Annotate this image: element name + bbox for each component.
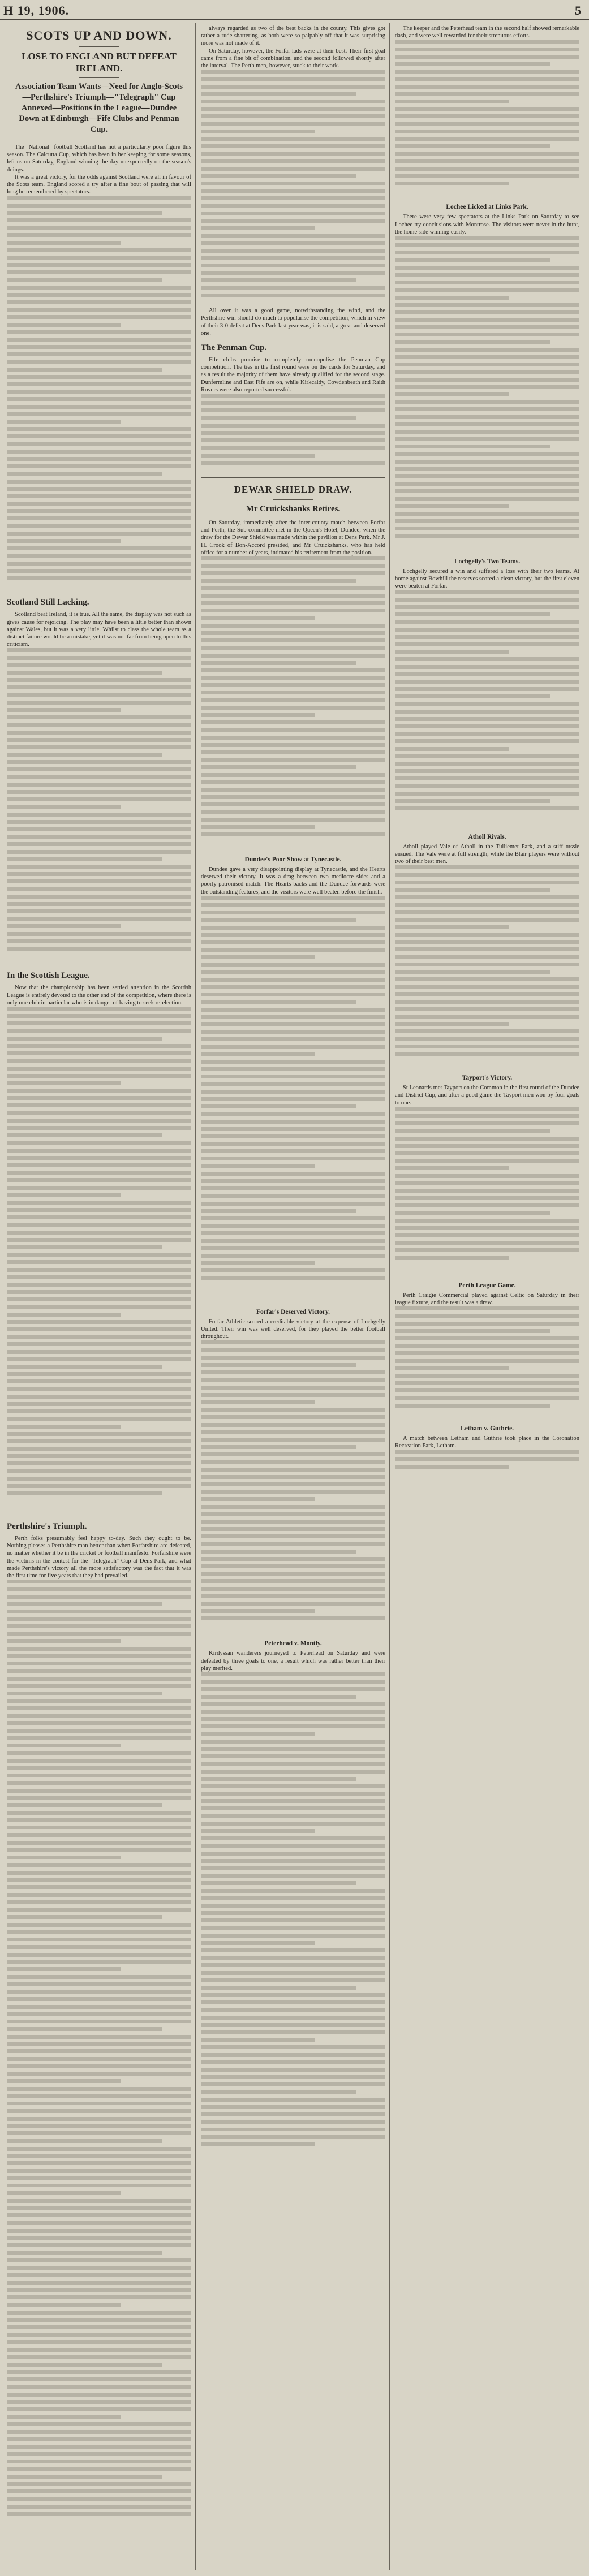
body-text-block bbox=[7, 196, 191, 592]
divider bbox=[273, 499, 313, 500]
article-paragraph: Now that the championship has been settled attention in the Scottish League is entirely devoted to the other end of the competition, where there is only one club in particular who is in danger of having to seek re-election. bbox=[7, 985, 191, 1006]
body-text-block bbox=[201, 556, 385, 851]
column-rule bbox=[389, 23, 390, 2570]
column-2 bbox=[201, 25, 385, 2570]
column-1 bbox=[7, 25, 191, 2570]
article-paragraph: Fife clubs promise to completely monopolise the Penman Cup competition. The ties in the first round were on the cards for Saturday, and as a result the majority of them have already qualified for the second stage. Dunfermline and East Fife are on, while Kirkcaldy, Cowdenbeath and Raith Rovers were also reported successful. bbox=[201, 357, 385, 393]
article-paragraph: There were very few spectators at the Links Park on Saturday to see Lochee try conclusions with Montrose. The visitors were never in the hunt, the home side winning easily. bbox=[395, 214, 579, 235]
body-text-block bbox=[395, 1450, 579, 1484]
article-paragraph: Kirdyssan wanderers journeyed to Peterhead on Saturday and were defeated by three goals to one, a result which was rather better than their play merited. bbox=[201, 1650, 385, 1672]
article-paragraph: Scotland beat Ireland, it is true. All the same, the display was not such as gives cause for rejoicing. The play may have been a little better than shown against Wales, but it was a very little. Whilst to class the whole team as a distinct failure would be a mistake, yet it was not far from being open to this criticism. bbox=[7, 611, 191, 648]
body-text-block bbox=[201, 394, 385, 473]
section-heading: Peterhead v. Montly. bbox=[264, 1640, 322, 1647]
body-text-block bbox=[7, 1580, 191, 2541]
section-heading: The Penman Cup. bbox=[201, 343, 267, 353]
deck: Association Team Wants—Need for Anglo-Scots—Perthshire's Triumph—"Telegraph" Cup Annexed—Positions in the League—Dundee Down at Edinburgh—Fife Clubs and Penman Cup. bbox=[15, 82, 183, 134]
article-paragraph: The "National" football Scotland has not a particularly poor figure this season. The Calcutta Cup, which has been in her keeping for some seasons, left us on Saturday, England winning the day unexpectedly on the season's doings. bbox=[7, 144, 191, 173]
divider bbox=[201, 477, 385, 478]
section-heading: Lochgelly's Two Teams. bbox=[454, 558, 521, 566]
body-text-block bbox=[201, 896, 385, 1303]
body-text-block bbox=[395, 1306, 579, 1419]
column-3 bbox=[395, 25, 579, 2570]
article-paragraph: All over it was a good game, notwithstanding the wind, and the Perthshire win should do much to popularise the competition, which in view of their 3-0 defeat at Dens Park last year was, it is said, a great and deserved one. bbox=[201, 308, 385, 336]
body-text-block bbox=[395, 865, 579, 1069]
article-paragraph: St Leonards met Tayport on the Common in the first round of the Dundee and District Cup, and after a good game the Tayport men won by four goals to one. bbox=[395, 1085, 579, 1106]
article-paragraph: Lochgelly secured a win and suffered a loss with their two teams. At home against Bowhill the reserves scored a clean victory, but the first eleven were beaten at Forfar. bbox=[395, 568, 579, 590]
article-paragraph: On Saturday, immediately after the inter-county match between Forfar and Perth, the Sub-committee met in the Queen's Hotel, Dundee, when the draw for the Dewar Shield was made within the pavilion at Dens Park. Mr J. H. Crook of Bon-Accord presided, and Mr Cruickshanks, who has held office for a number of years, intimated his retirement from the position. bbox=[201, 520, 385, 556]
article-paragraph: A match between Letham and Guthrie took place in the Coronation Recreation Park, Letham. bbox=[395, 1435, 579, 1449]
section-subheadline: Mr Cruickshanks Retires. bbox=[246, 504, 341, 514]
body-text-block bbox=[7, 1007, 191, 1516]
article-paragraph: Forfar Athletic scored a creditable victory at the expense of Lochgelly United. Their win was well deserved, for they played the better football throughout. bbox=[201, 1318, 385, 1340]
section-heading: Tayport's Victory. bbox=[462, 1075, 513, 1082]
column-rule bbox=[195, 23, 196, 2570]
article-paragraph: Atholl played Vale of Atholl in the Tulliemet Park, and a stiff tussle ensued. The Vale were at full strength, while the Blair players were without two of their best men. bbox=[395, 843, 579, 865]
body-text-block bbox=[201, 1672, 385, 2181]
section-heading: Perthshire's Triumph. bbox=[7, 1522, 87, 1531]
issue-date: H 19, 1906. bbox=[3, 3, 70, 18]
section-heading: Atholl Rivals. bbox=[468, 833, 506, 840]
section-heading: Dundee's Poor Show at Tynecastle. bbox=[244, 856, 342, 864]
article-paragraph: On Saturday, however, the Forfar lads were at their best. Their first goal came from a fine bit of combination, and the second followed shortly after the interval. The Perth men, however, stuck to their work. bbox=[201, 48, 385, 70]
body-text-block bbox=[201, 70, 385, 307]
body-text-block bbox=[395, 40, 579, 198]
body-text-block bbox=[395, 590, 579, 828]
article-paragraph: Dundee gave a very disappointing display at Tynecastle, and the Hearts deserved their victory. It was a drag between two mediocre sides and a poorly-patronised match. The Hearts backs and the Dundee forwards were the outstanding features, and the visitors were well beaten before the finish. bbox=[201, 866, 385, 895]
section-heading: In the Scottish League. bbox=[7, 971, 90, 981]
section-headline: DEWAR SHIELD DRAW. bbox=[234, 484, 352, 495]
article-paragraph: Perth Craigie Commercial played against Celtic on Saturday in their league fixture, and the result was a draw. bbox=[395, 1292, 579, 1306]
subheadline: LOSE TO ENGLAND BUT DEFEAT IRELAND. bbox=[22, 51, 177, 74]
divider bbox=[79, 77, 119, 78]
divider bbox=[79, 46, 119, 47]
page-number: 5 bbox=[575, 3, 581, 18]
body-text-block bbox=[201, 1340, 385, 1634]
section-heading: Scotland Still Lacking. bbox=[7, 598, 89, 607]
body-text-block bbox=[7, 648, 191, 965]
article-paragraph: The keeper and the Peterhead team in the second half showed remarkable dash, and were well rewarded for their strenuous efforts. bbox=[395, 25, 579, 40]
article-paragraph: always regarded as two of the best backs in the county. This gives got rather a rude shattering, as both were so palpably off that it was surprising more was not made of it. bbox=[201, 25, 385, 47]
section-heading: Perth League Game. bbox=[458, 1281, 516, 1289]
headline: SCOTS UP AND DOWN. bbox=[26, 28, 172, 42]
article-paragraph: It was a great victory, for the odds against Scotland were all in favour of the Scots team. England scored a try after a fine bout of passing that will long be remembered by spectators. bbox=[7, 174, 191, 196]
masthead bbox=[0, 0, 589, 20]
body-text-block bbox=[395, 236, 579, 553]
section-heading: Forfar's Deserved Victory. bbox=[256, 1308, 330, 1315]
article-paragraph: Perth folks presumably feel happy to-day. Such they ought to be. Nothing pleases a Perthshire man better than when Forfarshire are defeated, no matter whether it be in the cricket or football manifesto. Forfarshire were the victims in the contest for the "Telegraph" Cup at Dens Park, and what made Perthshire's victory all the more satisfactory was the fact that it was the first time for five years that they had prevailed. bbox=[7, 1535, 191, 1580]
section-heading: Lochee Licked at Links Park. bbox=[446, 204, 528, 211]
body-text-block bbox=[395, 1107, 579, 1276]
section-heading: Letham v. Guthrie. bbox=[461, 1425, 514, 1432]
